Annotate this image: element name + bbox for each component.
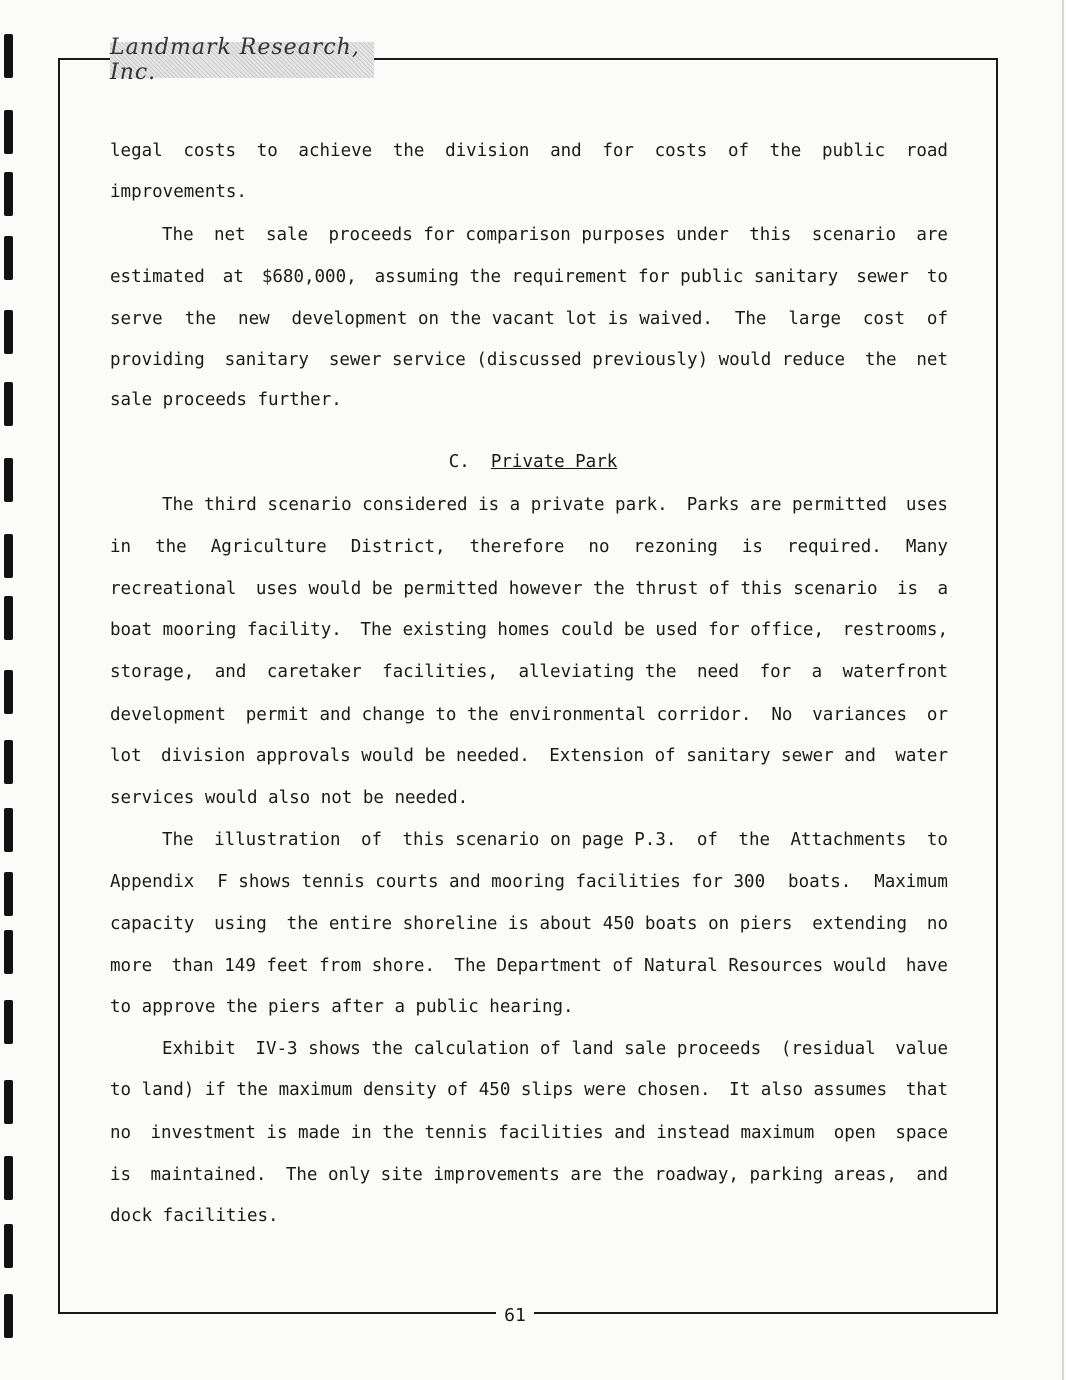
text-segment: development xyxy=(110,705,226,725)
text-line: dock facilities. xyxy=(110,1206,279,1226)
binding-hole xyxy=(4,236,13,280)
text-segment: No xyxy=(771,705,793,725)
page-number: 61 xyxy=(496,1302,534,1328)
text-segment: The xyxy=(162,830,194,850)
text-segment: estimated xyxy=(110,267,205,287)
text-segment: investment is made in the tennis facilities and instead maximum xyxy=(150,1123,815,1143)
company-name: Landmark Research, Inc. xyxy=(110,35,360,85)
text-segment: alleviating the xyxy=(518,662,677,682)
text-segment: illustration xyxy=(214,830,341,850)
text-segment: recreational xyxy=(110,579,237,599)
text-segment: F shows tennis courts and mooring facilities for 300 xyxy=(217,872,766,892)
text-segment: It also assumes xyxy=(729,1080,888,1100)
text-segment: that xyxy=(905,1080,948,1100)
text-line xyxy=(110,620,948,640)
text-segment: IV-3 shows the calculation of land sale proceeds xyxy=(255,1039,762,1059)
text-segment: to xyxy=(256,141,278,161)
text-segment: serve xyxy=(110,309,163,329)
text-line xyxy=(110,872,948,892)
text-segment: uses xyxy=(905,495,948,515)
text-segment: the xyxy=(155,537,187,557)
text-segment: a xyxy=(811,662,823,682)
binding-hole xyxy=(4,872,13,916)
binding-hole xyxy=(4,1224,13,1268)
text-segment: or xyxy=(926,705,948,725)
text-segment: extending xyxy=(812,914,908,934)
text-segment: caretaker xyxy=(266,662,362,682)
text-segment: is xyxy=(110,1165,132,1185)
text-segment: no xyxy=(588,537,610,557)
text-segment: assuming the requirement for public sanitary xyxy=(374,267,839,287)
text-segment: The xyxy=(162,225,194,245)
section-letter: C. xyxy=(448,452,470,472)
text-segment: maintained. xyxy=(150,1165,267,1185)
text-line xyxy=(162,495,948,515)
text-segment: The third scenario considered is a private park. xyxy=(162,495,668,515)
binding-hole xyxy=(4,110,13,154)
text-segment: restrooms, xyxy=(842,620,948,640)
text-segment: The Department of Natural Resources would xyxy=(454,956,887,976)
binding-hole xyxy=(4,670,13,714)
text-segment: costs xyxy=(654,141,708,161)
text-segment: cost xyxy=(862,309,906,329)
binding-hole xyxy=(4,1156,13,1200)
binding-hole xyxy=(4,34,13,78)
text-segment: the entire shoreline is about 450 boats on piers xyxy=(286,914,793,934)
text-segment: Parks are permitted xyxy=(686,495,887,515)
text-line: sale proceeds further. xyxy=(110,390,342,410)
text-segment: a xyxy=(937,579,948,599)
text-segment: Exhibit xyxy=(162,1039,236,1059)
text-segment: is xyxy=(896,579,919,599)
text-segment: have xyxy=(905,956,948,976)
text-segment: providing xyxy=(110,350,205,370)
section-title: Private Park xyxy=(490,452,618,472)
text-segment: lot xyxy=(110,746,142,766)
text-segment: waterfront xyxy=(842,662,948,682)
text-line xyxy=(162,1039,948,1059)
text-segment: uses would be permitted however the thrust of this scenario xyxy=(255,579,878,599)
text-segment: The xyxy=(734,309,767,329)
text-segment: variances xyxy=(812,705,908,725)
text-segment: space xyxy=(895,1123,948,1143)
text-line xyxy=(110,1080,948,1100)
text-segment: public xyxy=(821,141,886,161)
text-line xyxy=(110,1123,948,1143)
text-segment: to xyxy=(926,830,948,850)
text-segment: development on the vacant lot is waived. xyxy=(291,309,713,329)
text-segment: therefore xyxy=(469,537,565,557)
text-line xyxy=(110,141,948,161)
binding-hole xyxy=(4,382,13,426)
text-segment: are xyxy=(916,225,948,245)
binding-hole xyxy=(4,172,13,216)
binding-hole xyxy=(4,1080,13,1124)
text-segment: of xyxy=(727,141,750,161)
text-line xyxy=(110,746,948,766)
text-segment: the xyxy=(864,350,897,370)
text-segment: new xyxy=(238,309,270,329)
text-segment: required. xyxy=(786,537,882,557)
text-segment: sale xyxy=(265,225,309,245)
text-segment: than 149 feet from shore. xyxy=(171,956,435,976)
text-segment: for xyxy=(602,141,634,161)
text-segment: Agriculture xyxy=(210,537,327,557)
text-segment: permit and change to the environmental corridor. xyxy=(245,705,752,725)
binding-hole xyxy=(4,310,13,354)
text-segment: storage, xyxy=(110,662,195,682)
text-segment: District, xyxy=(350,537,446,557)
page-edge xyxy=(1062,0,1064,1380)
text-segment: road xyxy=(905,141,948,161)
text-segment: no xyxy=(926,914,948,934)
text-segment: sanitary xyxy=(224,350,309,370)
section-heading xyxy=(0,452,1066,472)
text-segment: and xyxy=(916,1165,948,1185)
binding-hole xyxy=(4,808,13,852)
text-line: improvements. xyxy=(110,182,247,202)
text-segment: the xyxy=(184,309,217,329)
text-segment: division approvals would be needed. xyxy=(161,746,530,766)
binding-hole xyxy=(4,1000,13,1044)
binding-hole xyxy=(4,740,13,784)
text-segment: no xyxy=(110,1123,132,1143)
text-segment: (residual xyxy=(780,1039,876,1059)
binding-hole xyxy=(4,1294,13,1338)
text-segment: Many xyxy=(905,537,948,557)
text-segment: The only site improvements are the roadway, parking areas, xyxy=(285,1165,897,1185)
text-segment: at xyxy=(222,267,244,287)
text-segment: and xyxy=(214,662,247,682)
text-segment: rezoning xyxy=(633,537,718,557)
text-segment: The existing homes could be used for office, xyxy=(360,620,825,640)
text-segment: costs xyxy=(183,141,237,161)
text-segment: to land) if the maximum density of 450 slips were chosen. xyxy=(110,1080,711,1100)
text-segment: using xyxy=(214,914,267,934)
text-segment: capacity xyxy=(110,914,195,934)
text-segment: boats. xyxy=(788,872,852,892)
binding-holes xyxy=(0,0,20,1380)
text-segment: of xyxy=(696,830,718,850)
text-segment: net xyxy=(916,350,948,370)
text-segment: achieve xyxy=(298,141,373,161)
text-segment: the xyxy=(769,141,802,161)
text-line: to approve the piers after a public hearing. xyxy=(110,997,574,1017)
binding-hole xyxy=(4,930,13,974)
text-line xyxy=(110,579,948,599)
text-line xyxy=(110,914,948,934)
text-segment: Attachments xyxy=(790,830,907,850)
text-segment: and xyxy=(550,141,582,161)
text-segment: scenario xyxy=(811,225,896,245)
text-line xyxy=(110,537,948,557)
text-segment: in xyxy=(110,537,132,557)
text-line xyxy=(110,662,948,682)
text-segment: Appendix xyxy=(110,872,195,892)
text-segment: more xyxy=(110,956,153,976)
text-segment: division xyxy=(445,141,530,161)
text-segment: is xyxy=(741,537,763,557)
text-segment: of xyxy=(926,309,948,329)
binding-hole xyxy=(4,534,13,578)
text-segment: sewer xyxy=(856,267,909,287)
text-segment: water xyxy=(895,746,948,766)
text-segment: the xyxy=(392,141,425,161)
text-segment: facilities, xyxy=(382,662,498,682)
text-segment: Extension of sanitary sewer and xyxy=(549,746,876,766)
text-segment: this scenario on page P.3. xyxy=(402,830,677,850)
text-segment: net xyxy=(213,225,246,245)
text-segment: proceeds for comparison purposes under xyxy=(328,225,729,245)
text-segment: for xyxy=(759,662,792,682)
text-segment: to xyxy=(926,267,948,287)
text-segment: value xyxy=(895,1039,948,1059)
text-segment: the xyxy=(738,830,771,850)
text-line xyxy=(110,309,948,329)
text-segment: open xyxy=(833,1123,876,1143)
text-segment: $680,000, xyxy=(261,267,357,287)
binding-hole xyxy=(4,596,13,640)
text-segment: Maximum xyxy=(874,872,948,892)
letterhead-logo xyxy=(110,35,374,85)
text-line xyxy=(110,705,948,725)
text-segment: need xyxy=(696,662,740,682)
text-segment: large xyxy=(788,309,842,329)
text-line xyxy=(110,956,948,976)
text-line xyxy=(110,267,948,287)
text-line xyxy=(110,350,948,370)
text-line xyxy=(110,1165,948,1185)
text-line xyxy=(162,225,948,245)
text-segment: of xyxy=(360,830,383,850)
text-segment: boat mooring facility. xyxy=(110,620,342,640)
text-line xyxy=(162,830,948,850)
text-segment: sewer service (discussed previously) would reduce xyxy=(328,350,846,370)
text-segment: this xyxy=(749,225,792,245)
text-segment: legal xyxy=(110,141,163,161)
text-line: services would also not be needed. xyxy=(110,788,469,808)
